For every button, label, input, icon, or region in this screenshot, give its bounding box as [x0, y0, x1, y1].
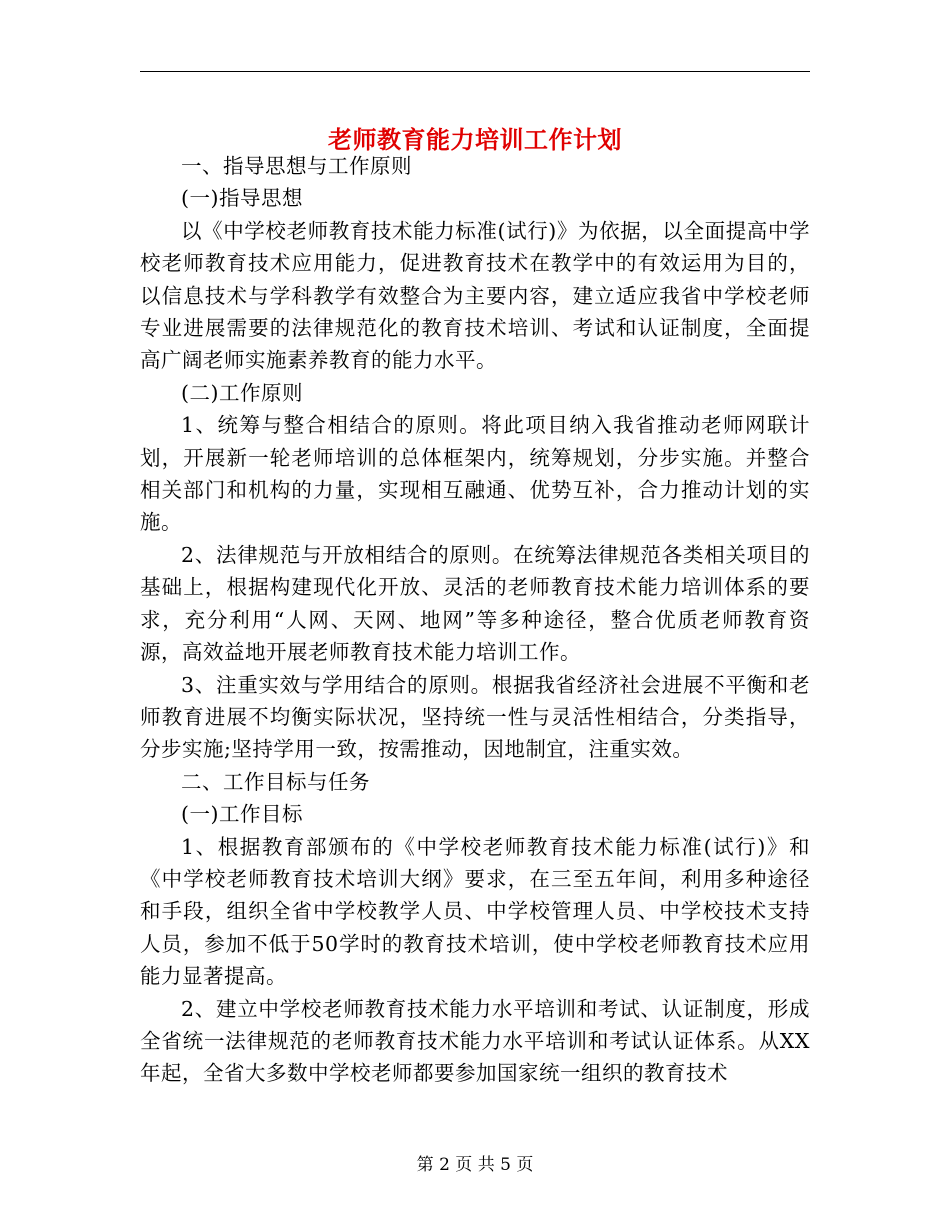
paragraph-guiding-ideology: 以《中学校老师教育技术能力标准(试行)》为依据，以全面提高中学校老师教育技术应用能力，促进教育技术在教学中的有效运用为目的，以信息技术与学科教学有效整合为主要内容，建立适应我省中学校老师专业进展需要的法律规范化的教育技术培训、考试和认证制度，全面提高广阔老师实施素养教育的能力水平。: [140, 218, 810, 373]
paragraph-principle-2: 2、法律规范与开放相结合的原则。在统筹法律规范各类相关项目的基础上，根据构建现代化开放、灵活的老师教育技术能力培训体系的要求，充分利用“人网、天网、地网”等多种途径，整合优质老师教育资源，高效益地开展老师教育技术能力培训工作。: [140, 542, 810, 665]
document-body: [140, 150, 810, 1090]
paragraph-principle-3: 3、注重实效与学用结合的原则。根据我省经济社会进展不平衡和老师教育进展不均衡实际状况，坚持统一性与灵活性相结合，分类指导，分步实施;坚持学用一致，按需推动，因地制宜，注重实效。: [140, 672, 810, 762]
page-number-footer: 第 2 页 共 5 页: [416, 1155, 534, 1175]
paragraph-principle-1: 1、统筹与整合相结合的原则。将此项目纳入我省推动老师网联计划，开展新一轮老师培训的总体框架内，统筹规划，分步实施。并整合相关部门和机构的力量，实现相互融通、优势互补，合力推动计划的实施。: [140, 413, 810, 535]
section-heading-2: 二、工作目标与任务: [181, 769, 370, 794]
paragraph-goal-2: 2、建立中学校老师教育技术能力水平培训和考试、认证制度，形成全省统一法律规范的老师教育技术能力水平培训和考试认证体系。从XX年起，全省大多数中学校老师都要参加国家统一组织的教育技术: [140, 996, 810, 1086]
document-title: 老师教育能力培训工作计划: [328, 125, 622, 155]
subsection-heading-guiding-ideology: (一)指导思想: [181, 186, 303, 211]
subsection-heading-work-principles: (二)工作原则: [181, 380, 303, 405]
paragraph-goal-1: 1、根据教育部颁布的《中学校老师教育技术能力标准(试行)》和《中学校老师教育技术培训大纲》要求，在三至五年间，利用多种途径和手段，组织全省中学校教学人员、中学校管理人员、中学校技术支持人员，参加不低于50学时的教育技术培训，使中学校老师教育技术应用能力显著提高。: [140, 834, 810, 989]
header-rule: [140, 71, 810, 72]
subsection-heading-work-goals: (一)工作目标: [181, 802, 303, 827]
section-heading-1: 一、指导思想与工作原则: [181, 154, 412, 178]
